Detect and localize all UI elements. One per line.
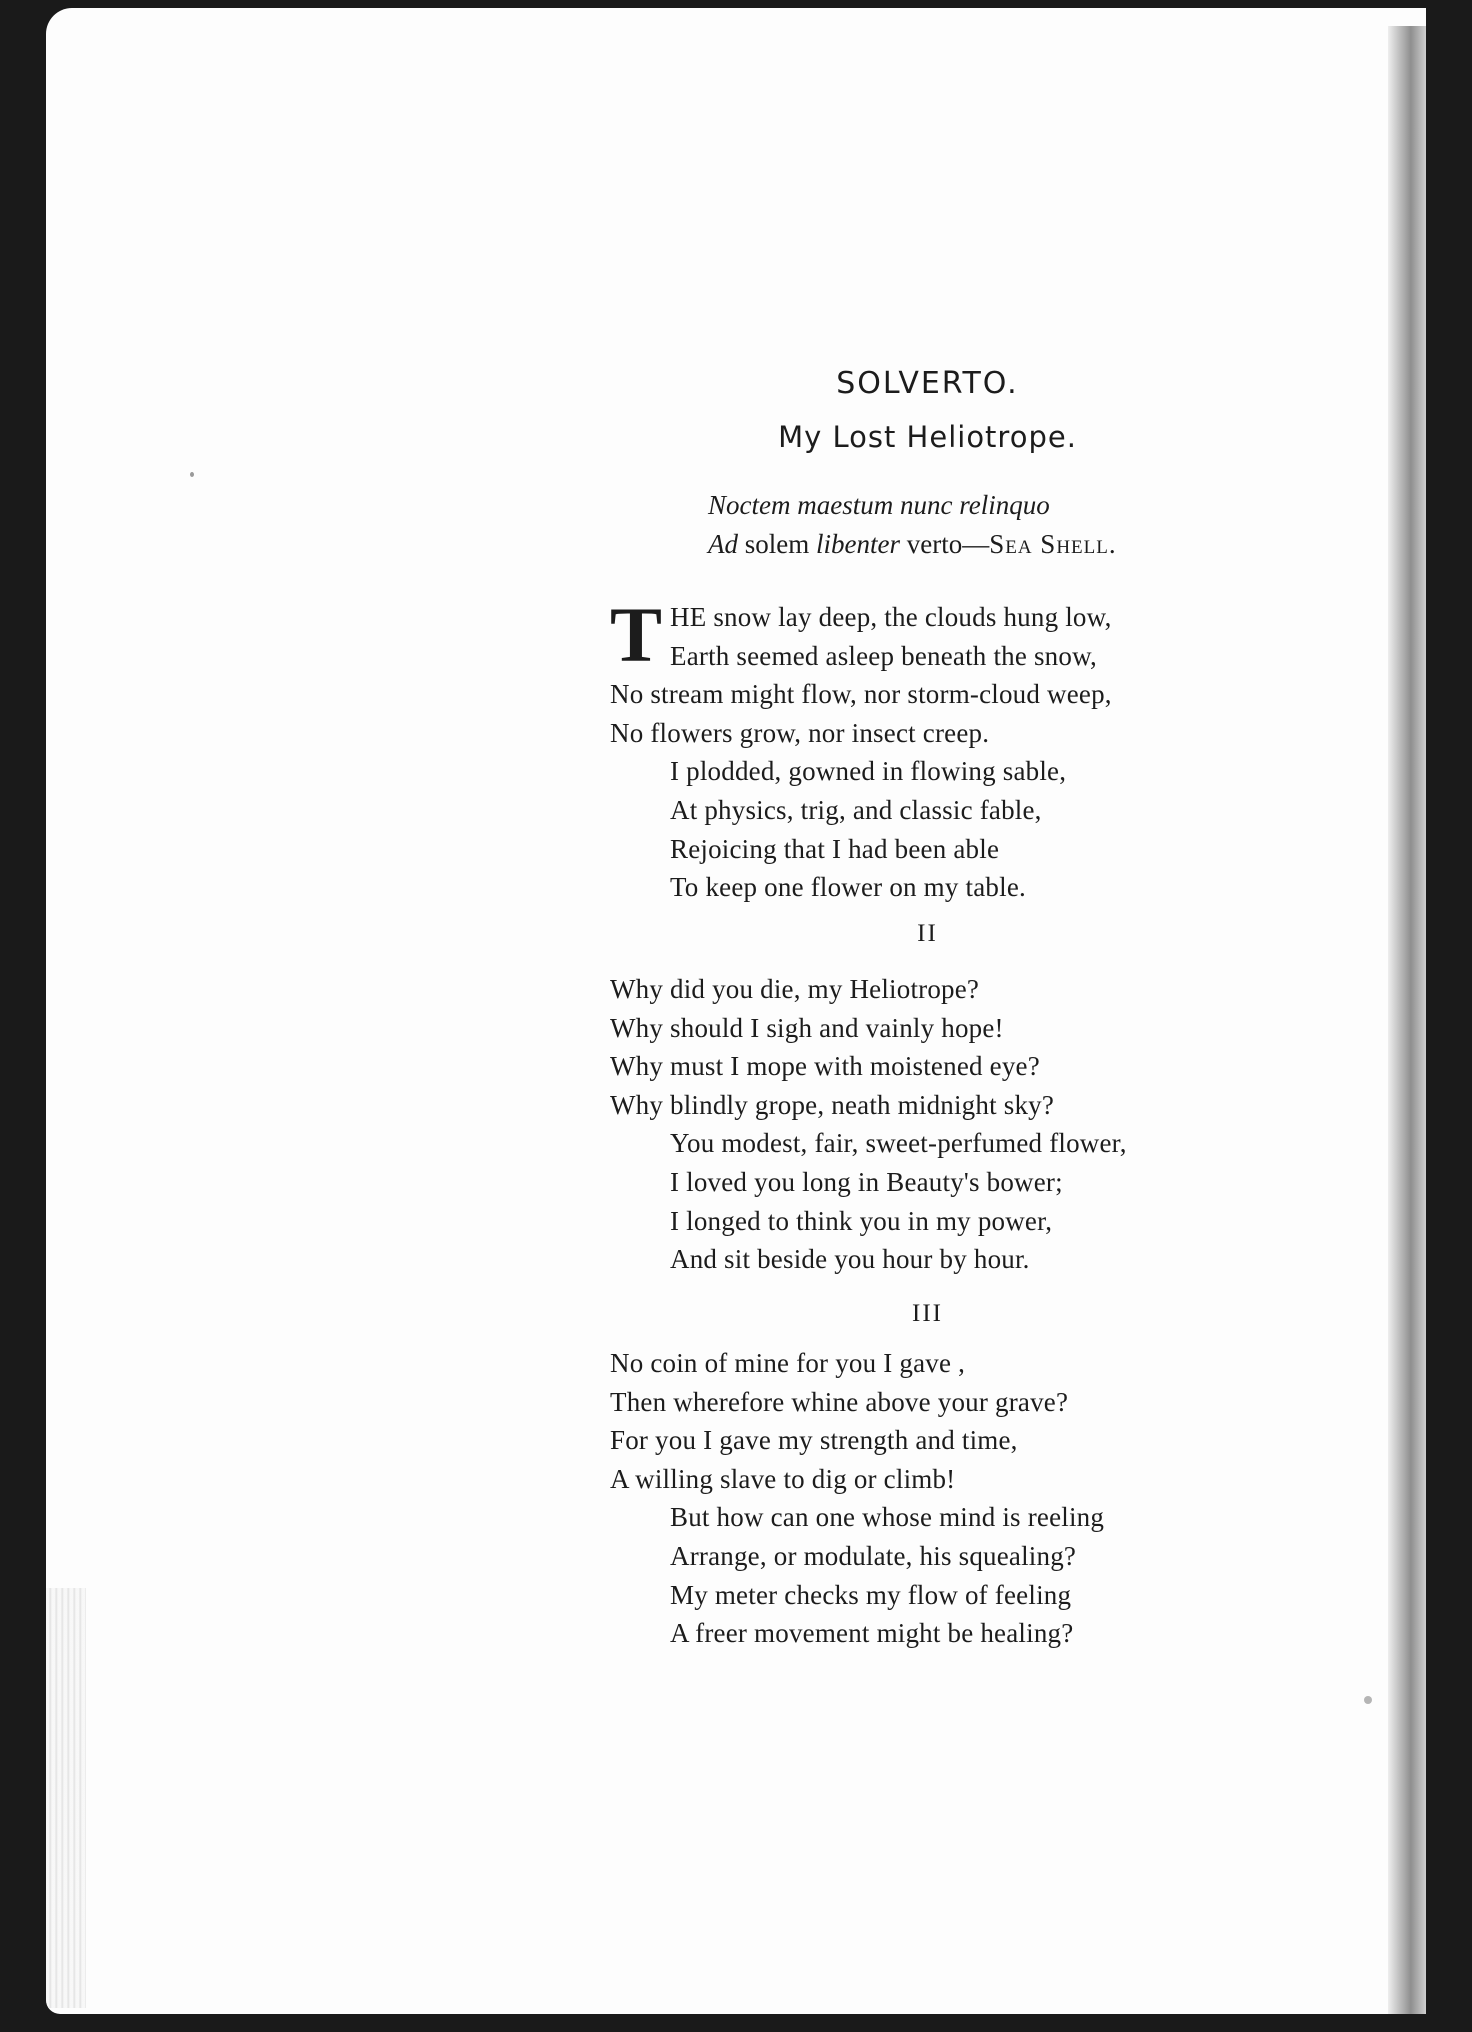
verse-line: Earth seemed asleep beneath the snow, bbox=[670, 640, 1097, 671]
verse-line: Why blindly grope, neath midnight sky? bbox=[610, 1089, 1055, 1120]
verse-line: You modest, fair, sweet-perfumed flower, bbox=[670, 1128, 1127, 1159]
epigraph-line-2 bbox=[708, 525, 1268, 564]
verse-line: My meter checks my flow of feeling bbox=[670, 1579, 1072, 1610]
verse-line: Arrange, or modulate, his squealing? bbox=[670, 1540, 1077, 1571]
verse-line: And sit beside you hour by hour. bbox=[670, 1244, 1030, 1275]
verse-line: HE snow lay deep, the clouds hung low, bbox=[670, 602, 1112, 632]
poem-title: SOLVERTO. bbox=[836, 366, 1019, 402]
epigraph-text: solem bbox=[738, 529, 816, 559]
verse-line: Then wherefore whine above your grave? bbox=[610, 1386, 1069, 1417]
verse-line: But how can one whose mind is reeling bbox=[670, 1502, 1105, 1533]
verse-line: Why must I mope with moistened eye? bbox=[610, 1051, 1040, 1082]
verse-line: Why did you die, my Heliotrope? bbox=[610, 974, 980, 1004]
verse-line: For you I gave my strength and time, bbox=[610, 1425, 1018, 1456]
stanza-numeral-3: III bbox=[912, 1300, 943, 1327]
stanza-1-opening bbox=[610, 591, 1290, 678]
verse-line: No flowers grow, nor insect creep. bbox=[610, 717, 990, 748]
epigraph bbox=[708, 486, 1268, 564]
verse-line: I loved you long in Beauty's bower; bbox=[670, 1166, 1063, 1197]
page-edge-shadow bbox=[1388, 26, 1426, 2014]
verse-line: A willing slave to dig or climb! bbox=[610, 1463, 956, 1494]
verse-line: I plodded, gowned in flowing sable, bbox=[670, 756, 1067, 787]
verse-line: I longed to think you in my power, bbox=[670, 1205, 1053, 1236]
epigraph-text: Noctem maestum nunc relinquo bbox=[708, 490, 1050, 520]
epigraph-text: verto— bbox=[899, 529, 990, 559]
paper-speck bbox=[1364, 1696, 1372, 1704]
paper-speck bbox=[190, 472, 194, 477]
stanza-2 bbox=[610, 970, 1290, 1279]
epigraph-attribution: Sea Shell. bbox=[989, 529, 1117, 559]
epigraph-text: Ad bbox=[708, 529, 738, 559]
page-stack-edge bbox=[46, 1588, 86, 2008]
book-page bbox=[46, 8, 1426, 2014]
verse-line: To keep one flower on my table. bbox=[670, 872, 1026, 903]
stanza-3 bbox=[610, 1344, 1290, 1653]
epigraph-text: libenter bbox=[816, 529, 900, 559]
verse-line: At physics, trig, and classic fable, bbox=[670, 794, 1042, 825]
verse-line: No coin of mine for you I gave , bbox=[610, 1348, 966, 1378]
poem-subtitle: My Lost Heliotrope. bbox=[778, 420, 1077, 454]
verse-line: Rejoicing that I had been able bbox=[670, 833, 1000, 864]
epigraph-line-1 bbox=[708, 486, 1268, 525]
verse-line: A freer movement might be healing? bbox=[670, 1618, 1074, 1649]
stanza-1 bbox=[610, 591, 1290, 907]
drop-cap: T bbox=[610, 591, 663, 678]
stanza-numeral-2: II bbox=[917, 920, 938, 947]
verse-line: No stream might flow, nor storm-cloud weep, bbox=[610, 679, 1112, 710]
verse-line: Why should I sigh and vainly hope! bbox=[610, 1012, 1004, 1043]
